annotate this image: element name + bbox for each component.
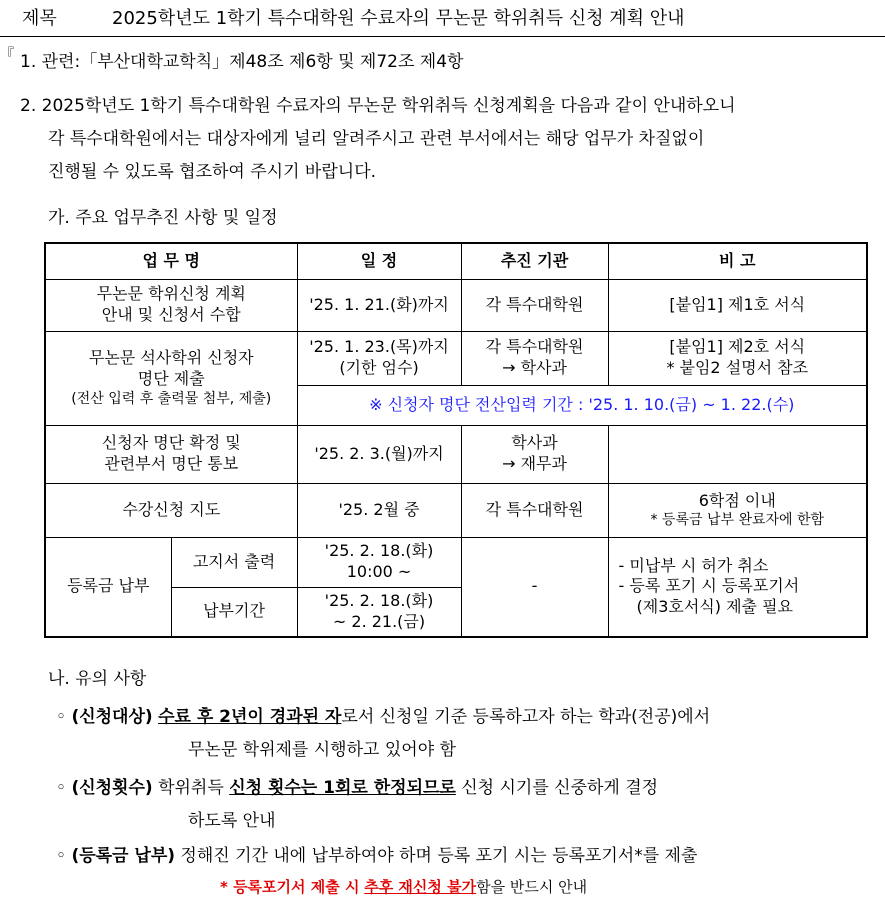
task-line: 관련부서 명단 통보 (104, 454, 239, 473)
task-line: 명단 제출 (137, 368, 205, 388)
table-row (45, 483, 867, 537)
table-row (45, 331, 867, 385)
date-cell: '25. 2월 중 (297, 483, 461, 537)
org-cell: 각 특수대학원 (461, 279, 608, 331)
task-line: (전산 입력 후 출력물 첨부, 제출) (71, 390, 272, 407)
date-cell (297, 537, 461, 587)
task-cell (45, 331, 297, 425)
task-line: 무논문 석사학위 신청자 (88, 348, 254, 368)
note-target (56, 702, 710, 727)
date-cell (297, 331, 461, 385)
date-line: '25. 2. 18.(화) (324, 541, 434, 561)
header-note: 비 고 (608, 243, 867, 279)
task-line: 신청자 명단 확정 및 (101, 433, 241, 453)
subtask-cell: 고지서 출력 (171, 537, 297, 587)
subject-label: 제목 (22, 8, 57, 29)
date-line: (기한 엄수) (339, 358, 419, 377)
table-row (45, 425, 867, 483)
org-cell (461, 425, 608, 483)
header-date: 일 정 (297, 243, 461, 279)
item-2-line-3: 진행될 수 있도록 협조하여 주시기 바랍니다. (48, 162, 377, 182)
note-line: (제3호서식) 제출 필요 (636, 597, 793, 617)
note-cell: [붙임1] 제1호 서식 (608, 279, 867, 331)
note-text: 로서 신청일 기준 등록하고자 하는 학과(전공)에서 (341, 707, 711, 727)
subtask-cell: 납부기간 (171, 587, 297, 637)
note-count (56, 773, 658, 798)
bracket-mark: 『 (0, 47, 14, 63)
date-line: '25. 2. 18.(화) (324, 590, 434, 610)
date-line: '25. 1. 23.(목)까지 (309, 337, 449, 357)
note-line: * 붙임2 설명서 참조 (666, 358, 809, 377)
note-line: - 등록 포기 시 등록포기서 (618, 576, 800, 596)
task-cell (45, 425, 297, 483)
bullet-icon: ◦ (56, 846, 67, 866)
task-cell: 등록금 납부 (45, 537, 171, 637)
input-period-notice: ※ 신청자 명단 전산입력 기간 : '25. 1. 10.(금) ~ 1. 22.(수) (297, 385, 867, 425)
note-head: (등록금 납부) (71, 846, 176, 866)
note-emphasis: 수료 후 2년이 경과된 자 (158, 707, 342, 727)
warning-tail: 함을 반드시 안내 (476, 878, 588, 896)
note-cell (608, 483, 867, 537)
note-target-line-2: 무논문 학위제를 시행하고 있어야 함 (188, 740, 456, 760)
header-task: 업 무 명 (45, 243, 297, 279)
schedule-table (44, 242, 868, 638)
date-line: 10:00 ~ (346, 562, 412, 581)
date-line: ~ 2. 21.(금) (332, 611, 426, 631)
section-na-heading: 나. 유의 사항 (48, 669, 147, 689)
bullet-icon: ◦ (56, 707, 67, 727)
org-cell (461, 331, 608, 385)
org-line: 각 특수대학원 (485, 337, 584, 357)
org-cell: - (461, 537, 608, 637)
note-text: 학위취득 (158, 778, 224, 798)
task-cell (45, 279, 297, 331)
bullet-icon: ◦ (56, 778, 67, 798)
note-line: 6학점 이내 (698, 490, 776, 510)
table-row (45, 279, 867, 331)
section-ga-heading: 가. 주요 업무추진 사항 및 일정 (48, 208, 278, 228)
warning-emphasis: 추후 재신청 불가 (364, 878, 477, 896)
note-cell (608, 425, 867, 483)
date-cell: '25. 2. 3.(월)까지 (297, 425, 461, 483)
note-tuition (56, 841, 697, 866)
note-text: 정해진 기간 내에 납부하여야 하며 등록 포기 시는 등록포기서*를 제출 (180, 846, 698, 866)
note-text: 신청 시기를 신중하게 결정 (461, 778, 659, 798)
date-cell (297, 587, 461, 637)
note-count-line-2: 하도록 안내 (188, 811, 276, 831)
note-cell (608, 537, 867, 637)
note-line: - 미납부 시 허가 취소 (618, 555, 769, 575)
item-2-line-2: 각 특수대학원에서는 대상자에게 널리 알려주시고 관련 부서에서는 해당 업무가 차질없이 (48, 129, 705, 149)
note-line: * 등록금 납부 완료자에 한함 (650, 512, 825, 529)
org-cell: 각 특수대학원 (461, 483, 608, 537)
header-org: 추진 기관 (461, 243, 608, 279)
document-title: 2025학년도 1학기 특수대학원 수료자의 무논문 학위취득 신청 계획 안내 (112, 8, 685, 29)
item-1: 1. 관련:「부산대학교학칙」제48조 제6항 및 제72조 제4항 (20, 52, 464, 72)
table-row (45, 537, 867, 587)
note-line: [붙임1] 제2호 서식 (669, 337, 806, 357)
task-line: 안내 및 신청서 수합 (101, 305, 241, 324)
org-line: → 재무과 (502, 454, 567, 473)
note-head: (신청횟수) (71, 778, 153, 798)
note-emphasis: 신청 횟수는 1회로 한정되므로 (229, 778, 456, 798)
task-line: 무논문 학위신청 계획 (96, 284, 246, 304)
org-line: 학사과 (511, 433, 558, 453)
note-head: (신청대상) (71, 707, 153, 727)
table-header-row (45, 243, 867, 279)
withdrawal-warning (220, 876, 587, 897)
item-2-line-1: 2. 2025학년도 1학기 특수대학원 수료자의 무논문 학위취득 신청계획을 다음과 같이 안내하오니 (20, 96, 736, 116)
date-cell: '25. 1. 21.(화)까지 (297, 279, 461, 331)
task-cell: 수강신청 지도 (45, 483, 297, 537)
org-line: → 학사과 (502, 358, 567, 377)
warning-text: * 등록포기서 제출 시 (220, 878, 360, 896)
note-cell (608, 331, 867, 385)
